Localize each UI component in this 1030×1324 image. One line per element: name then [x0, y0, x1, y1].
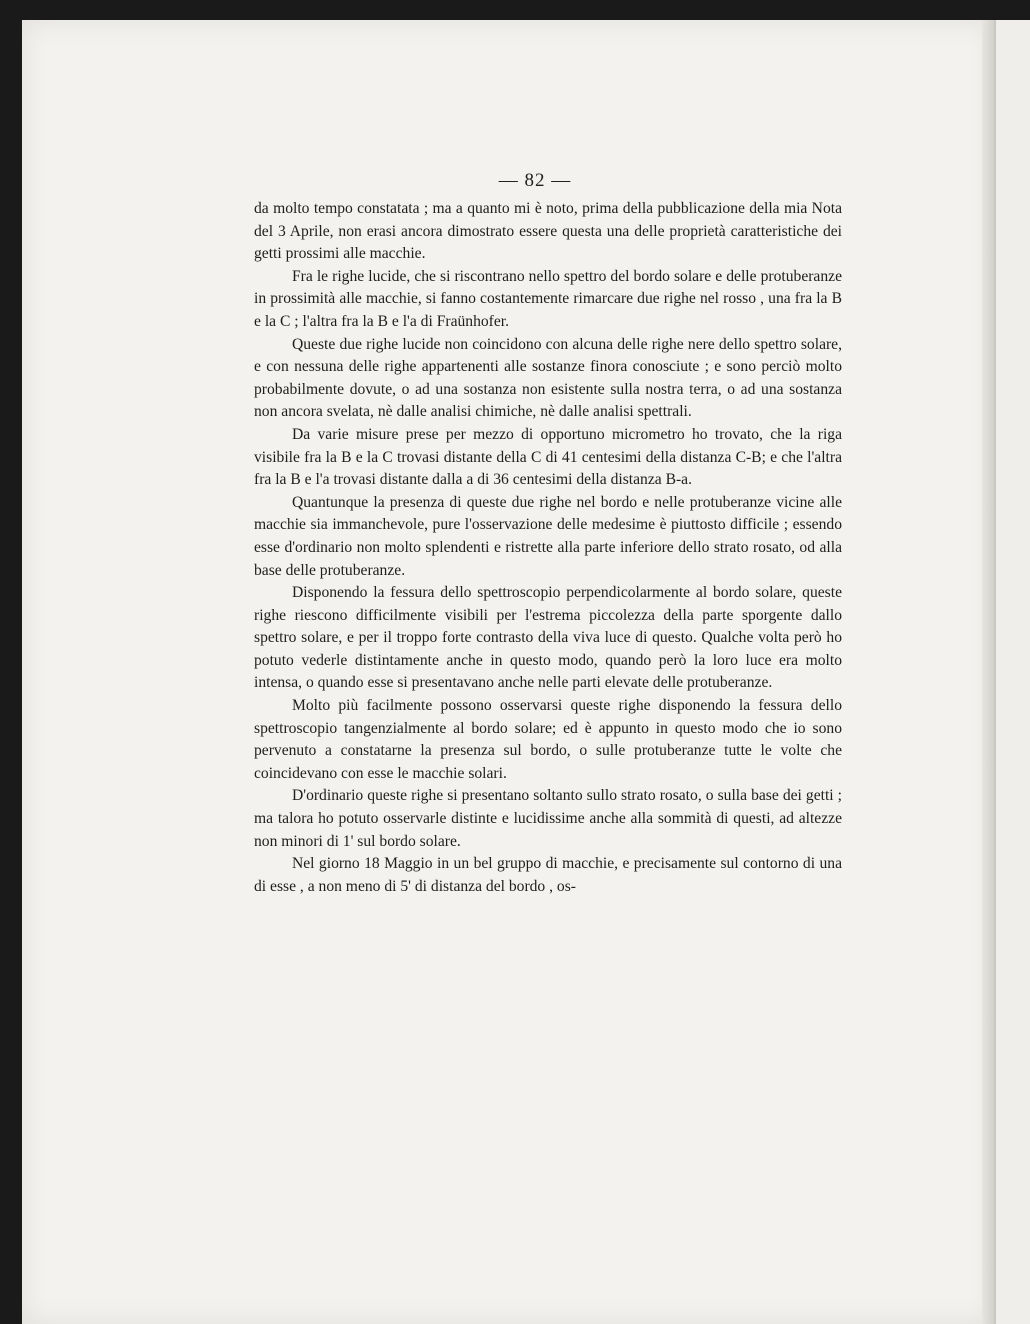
paragraph: Quantunque la presenza di queste due righe nel bordo e nelle protuberanze vicine alle macchie sia immanchevole, pure l'osservazione delle medesime è piuttosto difficile ; essendo esse d'ordinario non molto splendenti e ristrette alla parte inferiore dello strato rosato, od alla base delle protuberanze.	[254, 493, 842, 579]
paragraph: Fra le righe lucide, che si riscontrano nello spettro del bordo solare e delle protuberanze in prossimità alle macchie, si fanno costantemente rimarcare due righe nel rosso , una fra la B e la C ; l'altra fra la B e l'a di Fraünhofer.	[254, 267, 842, 330]
page-edge-shadow	[982, 20, 994, 1324]
paragraph: Da varie misure prese per mezzo di opportuno micrometro ho trovato, che la riga visibile fra la B e la C trovasi distante della C di 41 centesimi della distanza C-B; e che l'altra fra la B e l'a trovasi distante dalla a di 36 centesimi della distanza B-a.	[254, 425, 842, 489]
body-text	[254, 198, 842, 898]
page-number: — 82 —	[498, 170, 572, 191]
paragraph: Disponendo la fessura dello spettroscopio perpendicolarmente al bordo solare, queste righe riescono difficilmente visibili per l'estrema piccolezza della parte sporgente dallo spettro solare, e per il troppo forte contrasto della viva luce di questo. Qualche volta però ho potuto vederle distintamente anche in questo modo, quando però la loro luce era molto intensa, o quando esse si presentavano anche nelle parti elevate delle protuberanze.	[254, 584, 842, 692]
paragraph: Queste due righe lucide non coincidono con alcuna delle righe nere dello spettro solare, e con nessuna delle righe appartenenti alle sostanze finora conosciute ; e sono perciò molto probabilmente dovute, o ad una sostanza non esistente sulla nostra terra, o ad una sostanza non ancora svelata, nè dalle analisi chimiche, nè dalle analisi spettrali.	[254, 335, 842, 421]
paragraph: Nel giorno 18 Maggio in un bel gruppo di macchie, e precisamente sul contorno di una di esse , a non meno di 5' di distanza del bordo , os-	[254, 855, 842, 895]
adjacent-page-strip	[994, 20, 1030, 1324]
paragraph: da molto tempo constatata ; ma a quanto mi è noto, prima della pubblicazione della mia Nota del 3 Aprile, non erasi ancora dimostrato essere questa una delle proprietà caratteristiche dei getti prossimi alle macchie.	[254, 200, 842, 263]
paragraph: D'ordinario queste righe si presentano soltanto sullo strato rosato, o sulla base dei getti ; ma talora ho potuto osservarle distinte e lucidissime anche alla sommità di questi, ad altezze non minori di 1' sul bordo solare.	[254, 787, 842, 850]
paragraph: Molto più facilmente possono osservarsi queste righe disponendo la fessura dello spettroscopio tangenzialmente al bordo solare; ed è appunto in questo modo che io sono pervenuto a constatarne la presenza sul bordo, o sulle protuberanze tutte le volte che coincidevano con esse le macchie solari.	[254, 697, 842, 782]
